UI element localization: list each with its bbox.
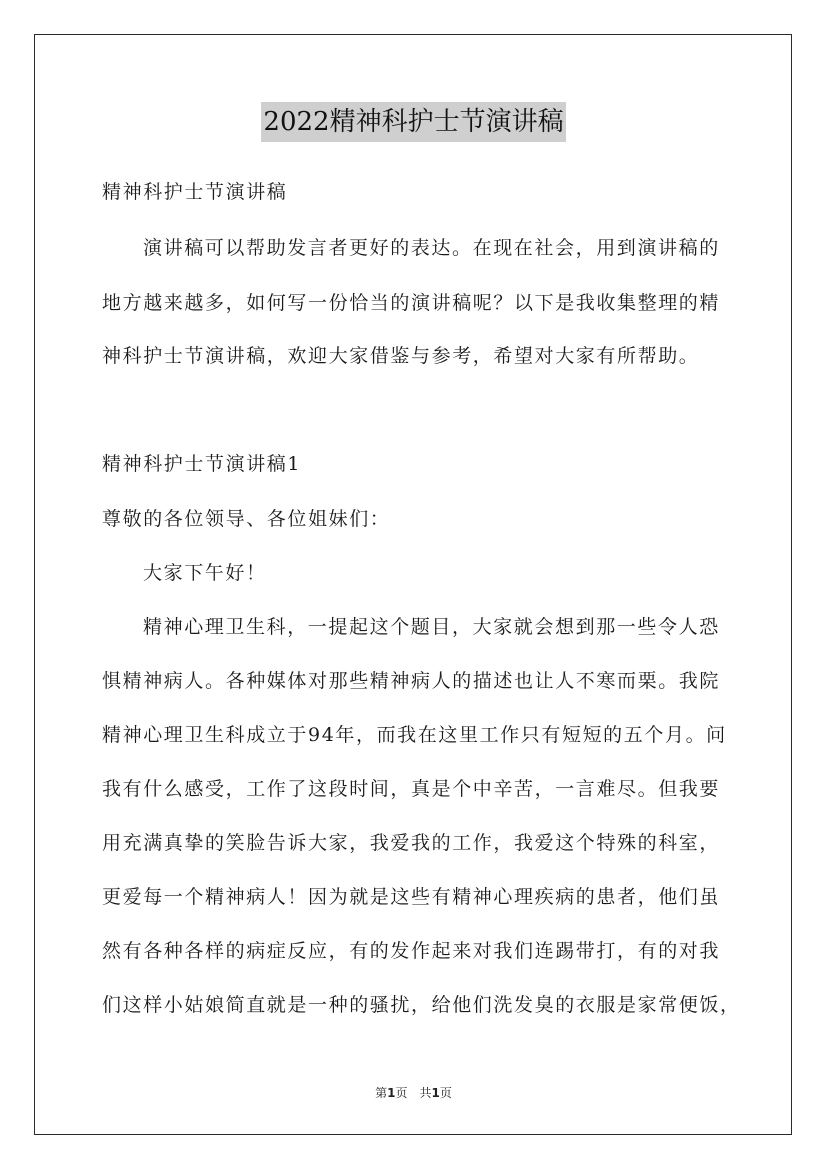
total-prefix: 共 bbox=[419, 1086, 432, 1100]
body-line: 我有什么感受，工作了这段时间，真是个中辛苦，一言难尽。但我要 bbox=[102, 778, 721, 800]
body-line: 惧精神病人。各种媒体对那些精神病人的描述也让人不寒而栗。我院 bbox=[102, 670, 721, 692]
intro-line: 神科护士节演讲稿，欢迎大家借鉴与参考，希望对大家有所帮助。 bbox=[102, 345, 700, 367]
salutation: 尊敬的各位领导、各位姐妹们： bbox=[102, 508, 391, 530]
page-current: 1 bbox=[387, 1086, 396, 1100]
document-title-text: 2022精神科护士节演讲稿 bbox=[261, 102, 565, 142]
page-prefix: 第 bbox=[375, 1086, 388, 1100]
page-total: 1 bbox=[431, 1086, 440, 1100]
body-line: 更爱每一个精神病人！因为就是这些有精神心理疾病的患者，他们虽 bbox=[102, 886, 721, 908]
document-subtitle: 精神科护士节演讲稿 bbox=[102, 181, 288, 203]
greeting: 大家下午好！ bbox=[143, 562, 267, 584]
page-footer bbox=[0, 1084, 827, 1101]
intro-line: 演讲稿可以帮助发言者更好的表达。在现在社会，用到演讲稿的 bbox=[143, 237, 720, 259]
page-suffix: 页 bbox=[395, 1086, 408, 1100]
body-line: 然有各种各样的病症反应，有的发作起来对我们连踢带打，有的对我 bbox=[102, 940, 721, 962]
body-line: 用充满真挚的笑脸告诉大家，我爱我的工作，我爱这个特殊的科室， bbox=[102, 832, 721, 854]
body-line: 精神心理卫生科，一提起这个题目，大家就会想到那一些令人恐 bbox=[143, 616, 720, 638]
total-suffix: 页 bbox=[439, 1086, 452, 1100]
body-line: 们这样小姑娘简直就是一种的骚扰，给他们洗发臭的衣服是家常便饭， bbox=[102, 994, 741, 1016]
document-title bbox=[0, 102, 827, 142]
body-line: 精神心理卫生科成立于94年，而我在这里工作只有短短的五个月。问 bbox=[102, 724, 727, 746]
intro-line: 地方越来越多，如何写一份恰当的演讲稿呢？以下是我收集整理的精 bbox=[102, 292, 721, 314]
section-heading: 精神科护士节演讲稿1 bbox=[102, 453, 302, 475]
